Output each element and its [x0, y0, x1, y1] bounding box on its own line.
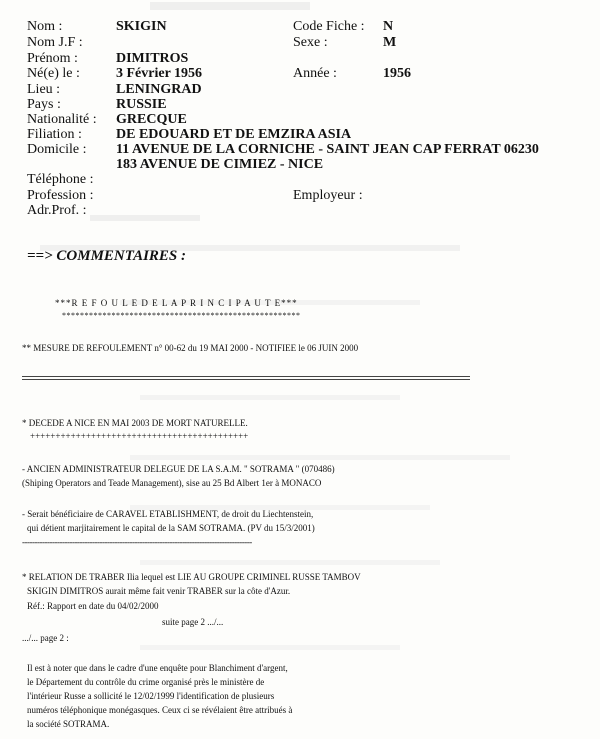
sexe-label: Sexe : — [293, 35, 328, 50]
show-through-mark — [150, 2, 310, 10]
show-through-mark — [140, 395, 400, 400]
nom-label: Nom : — [27, 19, 63, 34]
show-through-mark — [140, 560, 440, 565]
lieu-value: LENINGRAD — [116, 82, 202, 97]
domicile-label: Domicile : — [27, 142, 87, 157]
profession-label: Profession : — [27, 188, 94, 203]
lieu-label: Lieu : — [27, 82, 61, 97]
paragraph-line-4: numéros téléphonique monégasques. Ceux ci se révélaient être attribués à — [27, 705, 293, 715]
nationalite-value: GRECQUE — [116, 112, 187, 127]
filiation-value: DE EDOUARD ET DE EMZIRA ASIA — [116, 127, 352, 142]
suite-page-note: suite page 2 .../... — [162, 617, 224, 627]
traber-reference: Réf.: Rapport en date du 04/02/2000 — [27, 601, 159, 611]
traber-line-1: * RELATION DE TRABER Ilia lequel est LIE AU GROUPE CRIMINEL RUSSE TAMBOV — [22, 572, 361, 582]
annee-value: 1956 — [383, 66, 411, 81]
domicile-line-2: 183 AVENUE DE CIMIEZ - NICE — [116, 157, 324, 172]
prenom-value: DIMITROS — [116, 51, 189, 66]
sexe-value: M — [383, 35, 397, 50]
refoule-heading: ***R E F O U L E D E L A P R I N C I P A U T E*** — [55, 298, 298, 308]
prenom-label: Prénom : — [27, 51, 78, 66]
traber-line-2: SKIGIN DIMITROS aurait même fait venir TRABER sur la côte d'Azur. — [27, 586, 291, 596]
refoule-stars: ***************************************************** — [62, 311, 301, 320]
paragraph-line-2: le Département du contrôle du crime organisé près le ministère de — [27, 677, 265, 687]
decede-plus-rule: +++++++++++++++++++++++++++++++++++++++++++ — [30, 431, 249, 441]
nationalite-label: Nationalité : — [27, 112, 97, 127]
employeur-label: Employeur : — [293, 188, 363, 203]
code-fiche-label: Code Fiche : — [293, 19, 365, 34]
filiation-label: Filiation : — [27, 127, 82, 142]
admin-line-1: - ANCIEN ADMINISTRATEUR DELEGUE DE LA S.A.M. " SOTRAMA " (070486) — [22, 464, 335, 474]
dash-rule: -------------------------------------------------------------------------------------------- — [22, 537, 252, 547]
ne-le-value: 3 Février 1956 — [116, 66, 203, 81]
show-through-mark — [90, 215, 200, 221]
nom-value: SKIGIN — [116, 19, 167, 34]
show-through-mark — [140, 645, 400, 650]
mesure-refoulement: ** MESURE DE REFOULEMENT n° 00-62 du 19 MAI 2000 - NOTIFIEE le 06 JUIN 2000 — [22, 343, 359, 353]
paragraph-line-3: l'intérieur Russe a sollicité le 12/02/1999 l'identification de plusieurs — [27, 691, 275, 701]
caravel-line-2: qui détient marjitairement le capital de la SAM SOTRAMA. (PV du 15/3/2001) — [27, 523, 315, 533]
telephone-label: Téléphone : — [27, 172, 94, 187]
domicile-line-1: 11 AVENUE DE LA CORNICHE - SAINT JEAN CAP FERRAT 06230 — [116, 142, 539, 157]
show-through-mark — [130, 455, 510, 460]
pays-label: Pays : — [27, 97, 61, 112]
caravel-line-1: - Serait bénéficiaire de CARAVEL ETABLISHMENT, de droit du Liechtenstein, — [22, 509, 314, 519]
decede-line: * DECEDE A NICE EN MAI 2003 DE MORT NATURELLE. — [22, 418, 248, 428]
comments-title: ==> COMMENTAIRES : — [27, 248, 187, 264]
nom-jf-label: Nom J.F : — [27, 35, 83, 50]
annee-label: Année : — [293, 66, 337, 81]
admin-line-2: (Shiping Operators and Teade Management), sise au 25 Bd Albert 1er à MONACO — [22, 478, 322, 488]
paragraph-line-1: Il est à noter que dans le cadre d'une enquête pour Blanchiment d'argent, — [27, 663, 288, 673]
pays-value: RUSSIE — [116, 97, 167, 112]
paragraph-line-5: la société SOTRAMA. — [27, 719, 110, 729]
double-divider — [22, 376, 470, 380]
page-2-marker: .../... page 2 : — [22, 633, 69, 643]
code-fiche-value: N — [383, 19, 394, 34]
adr-prof-label: Adr.Prof. : — [27, 203, 87, 218]
ne-le-label: Né(e) le : — [27, 66, 80, 81]
